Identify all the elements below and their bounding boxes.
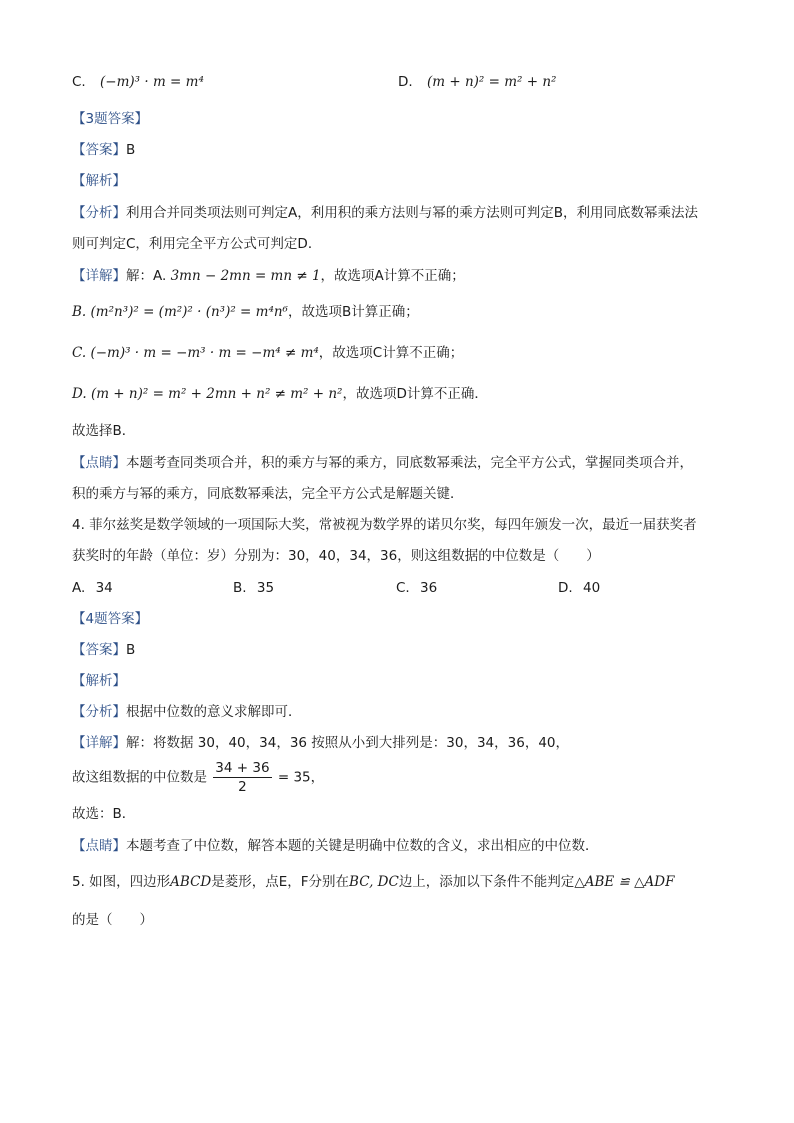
- q4-option-b: [233, 580, 274, 596]
- xiangjie-prefix: B.: [72, 304, 87, 320]
- q4-xiangjie: [72, 735, 569, 751]
- q4-fenxi: [72, 704, 302, 720]
- q3-dianjing-line2: 积的乘方与幂的乘方，同底数幂乘法，完全平方公式是解题关键．: [72, 486, 464, 502]
- fenxi-text: 利用合并同类项法则可判定A，利用积的乘方法则与幂的乘方法则可判定B，利用同底数幂乘法法: [126, 205, 698, 221]
- option-label: C.: [396, 580, 410, 596]
- q3-answer: [72, 142, 135, 158]
- option-value: 34: [95, 580, 113, 596]
- q5-congruence: △ABE ≌ △ADF: [574, 874, 675, 890]
- q4-median-line: [72, 760, 324, 795]
- q4-answer: [72, 642, 135, 658]
- q4-option-a: [72, 580, 113, 596]
- option-label: C.: [72, 74, 86, 90]
- option-value: 35: [256, 580, 275, 596]
- dianjing-tag: 【点睛】: [72, 455, 126, 471]
- option-value: 40: [582, 580, 601, 596]
- dianjing-tag: 【点睛】: [72, 838, 126, 854]
- xiangjie-math: (m²n³)² = (m²)² · (n³)² = m⁴n⁶: [90, 304, 288, 320]
- xiangjie-text: ，故选项C计算不正确；: [318, 345, 464, 361]
- q3-xiangjie-a: [72, 268, 465, 284]
- q5-sides: BC, DC: [349, 874, 399, 890]
- dianjing-text: 本题考查了中位数，解答本题的关键是明确中位数的含义，求出相应的中位数．: [126, 838, 599, 854]
- q3-xiangjie-d: [72, 386, 488, 402]
- option-label: D.: [398, 74, 413, 90]
- q5-stem-line1: [72, 874, 674, 890]
- q5-stem-line2: 的是（ ）: [72, 912, 153, 928]
- q3-option-c: [72, 74, 204, 90]
- fraction-numerator: 34 + 36: [213, 760, 271, 778]
- fenxi-tag: 【分析】: [72, 704, 126, 720]
- answer-tag: 【答案】: [72, 142, 126, 158]
- xiangjie-math: (m + n)² = m² + 2mn + n² ≠ m² + n²: [90, 386, 343, 402]
- q4-option-d: [558, 580, 600, 596]
- xiangjie-tag: 【详解】: [72, 735, 126, 751]
- option-value: 36: [420, 580, 438, 596]
- option-math: (−m)³ · m = m⁴: [100, 74, 204, 90]
- q3-option-d: [398, 74, 556, 90]
- q5-shape: ABCD: [170, 874, 212, 890]
- answer-value: B: [126, 142, 136, 158]
- option-math: (m + n)² = m² + n²: [426, 74, 557, 90]
- xiangjie-math: 3mn − 2mn = mn ≠ 1: [170, 268, 321, 284]
- answer-value: B: [126, 642, 136, 658]
- q3-answer-header: 【3题答案】: [72, 111, 149, 127]
- xiangjie-prefix: D.: [72, 386, 87, 402]
- q5-mid2: 边上，添加以下条件不能判定: [398, 874, 575, 890]
- q4-stem-line1: 4. 菲尔兹奖是数学领域的一项国际大奖，常被视为数学界的诺贝尔奖，每四年颁发一次，最近一届获奖者: [72, 517, 697, 533]
- q3-dianjing-line1: [72, 455, 693, 471]
- q3-analysis-header: 【解析】: [72, 173, 126, 189]
- q4-choose: 故选：B．: [72, 806, 136, 822]
- fenxi-tag: 【分析】: [72, 205, 126, 221]
- q5-prefix: 5. 如图，四边形: [72, 874, 171, 890]
- q4-option-c: [396, 580, 437, 596]
- q3-fenxi-line2: 则可判定C，利用完全平方公式可判定D．: [72, 236, 322, 252]
- q4-dianjing: [72, 838, 599, 854]
- option-label: A.: [72, 580, 86, 596]
- xiangjie-math: (−m)³ · m = −m³ · m = −m⁴ ≠ m⁴: [90, 345, 319, 361]
- q3-choose: 故选择B．: [72, 423, 136, 439]
- xiangjie-text: ，故选项B计算正确；: [287, 304, 419, 320]
- fraction-denominator: 2: [238, 779, 247, 796]
- median-prefix: 故这组数据的中位数是: [72, 769, 207, 786]
- q3-xiangjie-c: [72, 345, 463, 361]
- q3-fenxi-line1: [72, 205, 698, 221]
- median-result: = 35，: [277, 769, 325, 786]
- q4-answer-header: 【4题答案】: [72, 611, 149, 627]
- fenxi-text: 根据中位数的意义求解即可．: [126, 704, 302, 720]
- xiangjie-tag: 【详解】: [72, 268, 126, 284]
- xiangjie-text: ，故选项A计算不正确；: [320, 268, 465, 284]
- xiangjie-prefix: 解：A.: [126, 268, 167, 284]
- option-label: D.: [558, 580, 573, 596]
- dianjing-text: 本题考查同类项合并，积的乘方与幂的乘方，同底数幂乘法，完全平方公式，掌握同类项合并，: [126, 455, 693, 471]
- q5-mid: 是菱形，点E，F分别在: [211, 874, 350, 890]
- xiangjie-text: ，故选项D计算不正确．: [342, 386, 488, 402]
- answer-tag: 【答案】: [72, 642, 126, 658]
- q3-xiangjie-b: [72, 304, 419, 320]
- xiangjie-prefix: C.: [72, 345, 87, 361]
- option-label: B.: [233, 580, 247, 596]
- q4-analysis-header: 【解析】: [72, 673, 126, 689]
- median-fraction: [213, 760, 271, 795]
- xiangjie-text: 解：将数据 30，40，34，36 按照从小到大排列是：30，34，36，40，: [126, 735, 570, 751]
- q4-stem-line2: 获奖时的年龄（单位：岁）分别为：30，40，34，36，则这组数据的中位数是（ ）: [72, 548, 600, 564]
